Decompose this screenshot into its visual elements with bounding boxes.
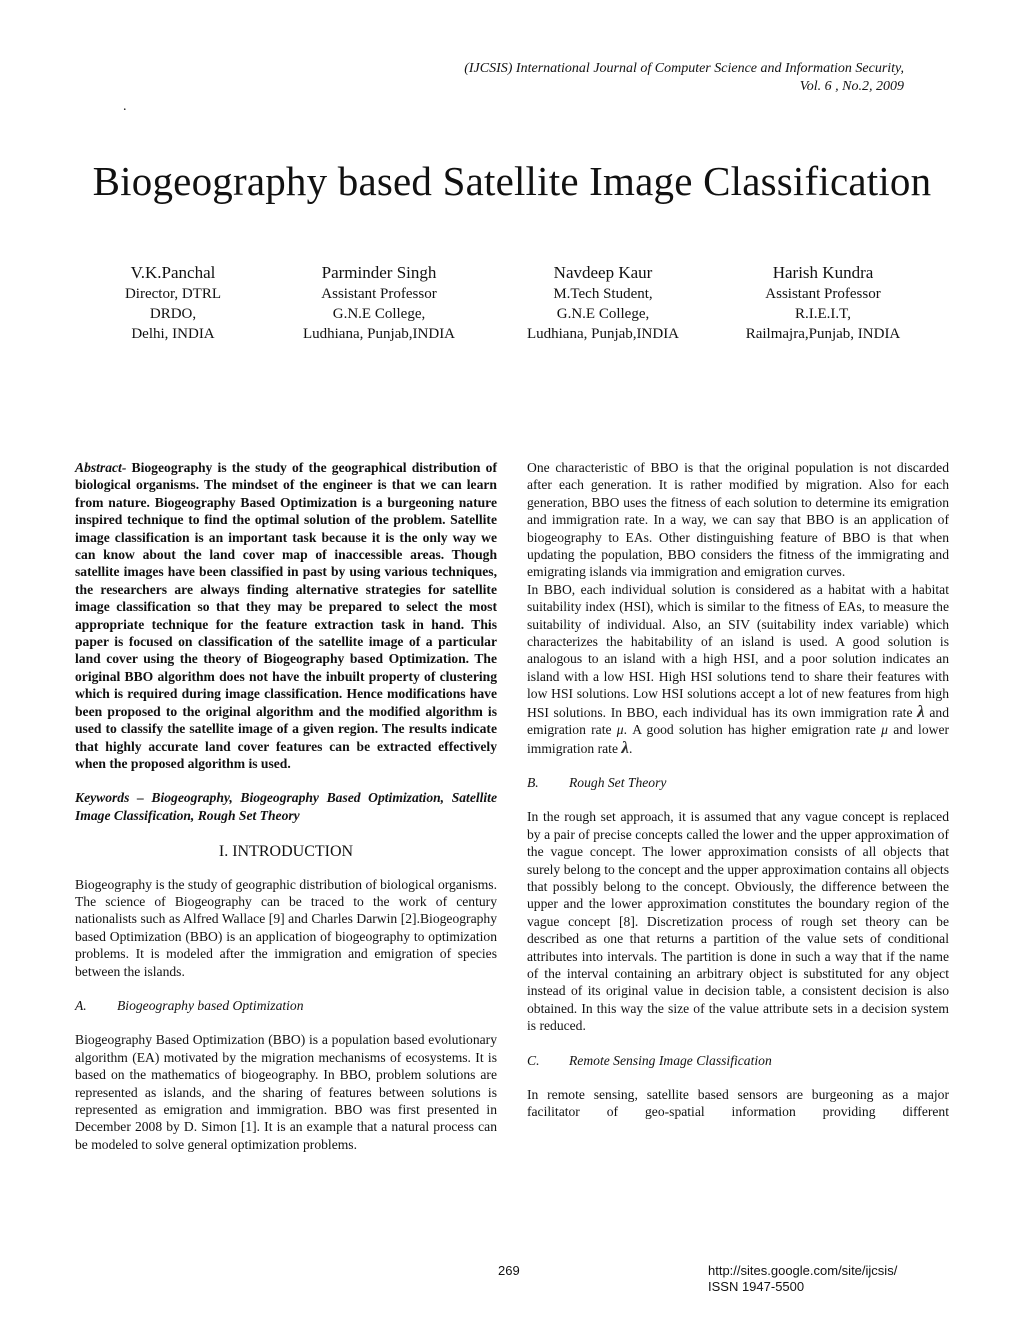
author-affiliation: Director, DTRL xyxy=(124,286,222,302)
right-column xyxy=(527,459,949,1121)
mu-symbol: μ xyxy=(881,722,888,738)
author-affiliation: Ludhiana, Punjab,INDIA xyxy=(302,326,456,342)
author-4 xyxy=(712,262,934,344)
author-name: Harish Kundra xyxy=(772,263,874,282)
lambda-symbol: λ xyxy=(917,701,925,721)
subsection-heading-b xyxy=(527,774,949,791)
lambda-symbol: λ xyxy=(621,737,629,757)
author-name: Parminder Singh xyxy=(321,263,437,282)
author-1 xyxy=(78,262,268,344)
section-heading-introduction: I. INTRODUCTION xyxy=(218,843,354,861)
author-affiliation: Assistant Professor xyxy=(321,286,437,302)
author-affiliation: G.N.E College, xyxy=(332,306,426,322)
habitat-text: . xyxy=(628,740,633,756)
habitat-text: and lower immigration rate xyxy=(527,722,950,756)
bbo-habitat-paragraph xyxy=(527,581,949,757)
author-affiliation: Assistant Professor xyxy=(765,286,881,302)
footer-info xyxy=(708,1263,897,1295)
author-2 xyxy=(274,262,484,344)
section-a-paragraph: Biogeography Based Optimization (BBO) is a population based evolutionary algorithm (EA) motivated by the migration mechanisms of ecosystems. It is based on the mathematics of biogeography. In BBO, problem solutions are represented as islands, and the sharing of features between solutions is represented as emigration and immigration. BBO was first presented in December 2008 by D. Simon [1]. It is an example that a natural process can be modeled to solve general optimization problems. xyxy=(75,1032,497,1152)
subsection-number: C. xyxy=(527,1052,540,1068)
author-affiliation: R.I.E.I.T, xyxy=(795,306,851,322)
section-b-paragraph: In the rough set approach, it is assumed that any vague concept is replaced by a pair of precise concepts called the lower and the upper approximation of the vague concept. The lower approximation consists of all objects that surely belong to the concept and the upper approximation contains all objects that possibly belong to the concept. Obviously, the difference between the upper and the lower approximation constitutes the boundary region of the vague concept [8]. Discretization process of rough set theory can be described as one that returns a partition of the value sets of conditional attributes into intervals. The partition is done in such a way that if the name of the interval containing an arbitrary object is substituted for any object instead of its original value in decision table, a consistent decision is also obtained. In this way the size of the value attribute sets in a decision system is reduced. xyxy=(527,809,949,1034)
author-affiliation: DRDO, xyxy=(149,306,197,322)
intro-paragraph: Biogeography is the study of geographic distribution of biological organisms. The science of Biogeography can be traced to the work of century nationalists such as Alfred Wallace [9] and Charles Darwin [2].Biogeography based Optimization (BBO) is an application of biogeography to optimization problems. It is modeled after the immigration and emigration of species between the islands. xyxy=(75,876,497,979)
habitat-text: and emigration rate xyxy=(527,704,949,738)
author-name: Navdeep Kaur xyxy=(553,263,653,282)
subsection-title: Remote Sensing Image Classification xyxy=(569,1052,772,1068)
subsection-heading-c xyxy=(527,1052,949,1069)
author-affiliation: Railmajra,Punjab, INDIA xyxy=(745,326,901,342)
author-affiliation: Ludhiana, Punjab,INDIA xyxy=(526,326,680,342)
mu-symbol: μ xyxy=(616,722,624,738)
journal-name: (IJCSIS) International Journal of Computer Science and Information Security, xyxy=(464,61,904,76)
abstract-label: Abstract- xyxy=(75,460,127,475)
abstract xyxy=(75,459,497,772)
habitat-text: In BBO, each individual solution is considered as a habitat with a habitat suitability index (HSI), which is similar to the fitness of EAs, to measure the suitability of individual. Also, an SIV (suitability index variable) which characterizes the habitability of an island is used. A good solution is analogous to an island with a high HSI, and a poor solution indicates an island with a low HSI. High HSI solutions tend to share their features with low HSI solutions. Low HSI solutions accept a lot of new features from high HSI solutions. In BBO, each individual has its own immigration rate xyxy=(527,581,949,720)
left-column xyxy=(75,459,497,1153)
subsection-title: Rough Set Theory xyxy=(569,774,667,790)
bbo-characteristics-paragraph: One characteristic of BBO is that the original population is not discarded after each generation. It is rather modified by migration. Also for each generation, BBO uses the fitness of each solution to determine its emigration and immigration rate. In a way, we can say that BBO is an application of biogeography to EAs. Other distinguishing feature of BBO is that when updating the population, BBO considers the fitness of the immigrating and emigrating islands via immigration and emigration curves. xyxy=(527,460,949,580)
page-number: 269 xyxy=(498,1263,520,1278)
subsection-number: A. xyxy=(75,997,87,1013)
journal-volume: Vol. 6 , No.2, 2009 xyxy=(799,79,904,94)
journal-url: http://sites.google.com/site/ijcsis/ xyxy=(708,1263,898,1278)
author-affiliation: M.Tech Student, xyxy=(553,286,653,302)
author-name: V.K.Panchal xyxy=(130,263,216,282)
section-c-paragraph: In remote sensing, satellite based sensors are burgeoning as a major facilitator of geo-spatial information providing different xyxy=(527,1087,949,1120)
stray-mark: . xyxy=(123,99,127,114)
habitat-text: . A good solution has higher emigration rate xyxy=(623,722,876,738)
keywords: Keywords – Biogeography, Biogeography Based Optimization, Satellite Image Classification, Rough Set Theory xyxy=(75,790,497,823)
author-3 xyxy=(492,262,714,344)
subsection-title: Biogeography based Optimization xyxy=(117,997,304,1013)
author-affiliation: Delhi, INDIA xyxy=(131,326,215,342)
subsection-heading-a xyxy=(75,997,497,1014)
subsection-number: B. xyxy=(527,774,539,790)
issn: ISSN 1947-5500 xyxy=(708,1279,805,1294)
paper-title: Biogeography based Satellite Image Classification xyxy=(92,158,932,204)
author-affiliation: G.N.E College, xyxy=(556,306,650,322)
journal-header xyxy=(344,60,904,96)
abstract-text: Biogeography is the study of the geographical distribution of biological organisms. The mindset of the engineer is that we can learn from nature. Biogeography Based Optimization is a burgeoning nature inspired technique to find the optimal solution of the problem. Satellite image classification is an important task because it is the only way we can know about the land cover map of inaccessible areas. Though satellite images have been classified in past by using various techniques, the researchers are always finding alternative strategies for satellite image classification so that they may be prepared to select the most appropriate technique for the feature extraction task in hand. This paper is focused on classification of the satellite image of a particular land cover using the theory of Biogeography based Optimization. The original BBO algorithm does not have the inbuilt property of clustering which is required during image classification. Hence modifications have been proposed to the original algorithm and the modified algorithm is used to classify the satellite image of a given region. The results indicate that highly accurate land cover features can be extracted effectively when the proposed algorithm is used. xyxy=(75,460,497,771)
